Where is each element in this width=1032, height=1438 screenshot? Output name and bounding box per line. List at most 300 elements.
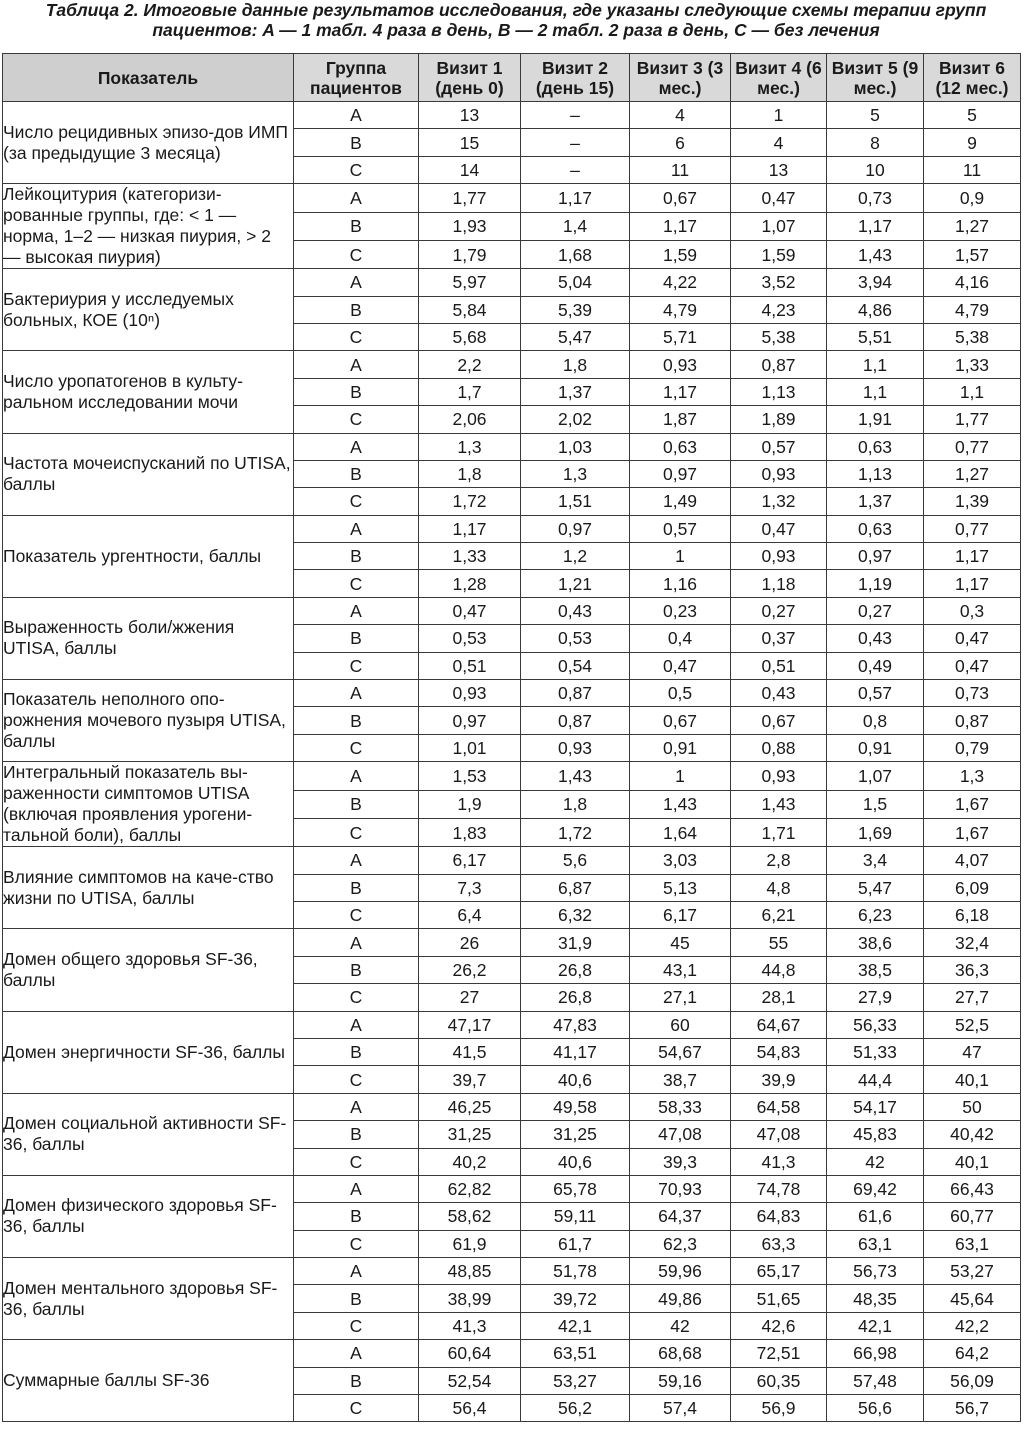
value-cell: 0,5 xyxy=(630,680,731,707)
indicator-cell: Домен физического здоровья SF-36, баллы xyxy=(3,1175,294,1257)
value-cell: 64,67 xyxy=(731,1011,827,1038)
value-cell: 0,54 xyxy=(521,652,630,679)
indicator-cell: Суммарные баллы SF-36 xyxy=(3,1340,294,1422)
value-cell: 0,73 xyxy=(924,680,1021,707)
value-cell: 1,16 xyxy=(630,570,731,597)
group-cell: C xyxy=(294,1312,419,1339)
caption-line-1: Таблица 2. Итоговые данные результатов исследования, где указаны следующие схемы терапии групп xyxy=(45,0,987,20)
value-cell: 63,51 xyxy=(521,1340,630,1367)
value-cell: 51,78 xyxy=(521,1258,630,1285)
value-cell: 74,78 xyxy=(731,1175,827,1202)
value-cell: 62,3 xyxy=(630,1230,731,1257)
value-cell: 1,03 xyxy=(521,433,630,460)
column-header: Визит 4 (6 мес.) xyxy=(731,54,827,102)
group-cell: B xyxy=(294,543,419,570)
value-cell: 1,1 xyxy=(827,378,924,405)
value-cell: 48,85 xyxy=(419,1258,521,1285)
value-cell: 38,99 xyxy=(419,1285,521,1312)
group-cell: B xyxy=(294,296,419,323)
value-cell: 1,83 xyxy=(419,818,521,846)
value-cell: 1,17 xyxy=(924,570,1021,597)
value-cell: 0,47 xyxy=(731,184,827,212)
value-cell: 1 xyxy=(630,762,731,790)
value-cell: 1,87 xyxy=(630,406,731,433)
value-cell: 47,83 xyxy=(521,1011,630,1038)
value-cell: 26,8 xyxy=(521,984,630,1011)
value-cell: 3,03 xyxy=(630,847,731,874)
group-cell: B xyxy=(294,625,419,652)
value-cell: 58,62 xyxy=(419,1203,521,1230)
value-cell: 1,49 xyxy=(630,488,731,515)
group-cell: C xyxy=(294,901,419,928)
group-cell: A xyxy=(294,762,419,790)
value-cell: 5,6 xyxy=(521,847,630,874)
indicator-cell: Число рецидивных эпизо-дов ИМП (за предыдущие 3 месяца) xyxy=(3,102,294,184)
value-cell: 0,63 xyxy=(827,515,924,542)
value-cell: 5,84 xyxy=(419,296,521,323)
group-cell: C xyxy=(294,1230,419,1257)
indicator-cell: Бактериурия у исследуемых больных, КОЕ (10ⁿ) xyxy=(3,269,294,351)
group-cell: A xyxy=(294,1011,419,1038)
value-cell: 1,59 xyxy=(630,240,731,268)
value-cell: 47,08 xyxy=(731,1121,827,1148)
value-cell: 1,8 xyxy=(419,460,521,487)
value-cell: 1,3 xyxy=(924,762,1021,790)
column-header: Группа пациентов xyxy=(294,54,419,102)
group-cell: B xyxy=(294,956,419,983)
value-cell: 56,6 xyxy=(827,1395,924,1422)
value-cell: 0,4 xyxy=(630,625,731,652)
value-cell: 6,32 xyxy=(521,901,630,928)
value-cell: 6,87 xyxy=(521,874,630,901)
group-cell: C xyxy=(294,406,419,433)
table-row xyxy=(3,680,1021,707)
value-cell: 56,7 xyxy=(924,1395,1021,1422)
value-cell: 5 xyxy=(827,102,924,129)
column-header: Визит 6 (12 мес.) xyxy=(924,54,1021,102)
value-cell: 1,17 xyxy=(924,543,1021,570)
value-cell: 0,37 xyxy=(731,625,827,652)
group-cell: B xyxy=(294,707,419,734)
value-cell: 1 xyxy=(630,543,731,570)
group-cell: C xyxy=(294,1395,419,1422)
table-row xyxy=(3,1011,1021,1038)
indicator-cell: Показатель неполного опо-рожнения мочевого пузыря UTISA, баллы xyxy=(3,680,294,762)
group-cell: B xyxy=(294,460,419,487)
group-cell: B xyxy=(294,1367,419,1394)
group-cell: A xyxy=(294,1175,419,1202)
group-cell: B xyxy=(294,1203,419,1230)
group-cell: A xyxy=(294,597,419,624)
value-cell: 1,17 xyxy=(630,378,731,405)
column-header: Показатель xyxy=(3,54,294,102)
value-cell: – xyxy=(521,102,630,129)
value-cell: 1,67 xyxy=(924,790,1021,818)
value-cell: 42,1 xyxy=(521,1312,630,1339)
value-cell: 65,17 xyxy=(731,1258,827,1285)
value-cell: 0,93 xyxy=(630,351,731,378)
value-cell: 49,86 xyxy=(630,1285,731,1312)
column-header: Визит 1 (день 0) xyxy=(419,54,521,102)
value-cell: 1,1 xyxy=(924,378,1021,405)
value-cell: 0,47 xyxy=(924,652,1021,679)
results-table xyxy=(2,53,1021,1422)
value-cell: – xyxy=(521,156,630,183)
value-cell: 27,1 xyxy=(630,984,731,1011)
value-cell: 57,4 xyxy=(630,1395,731,1422)
group-cell: B xyxy=(294,1121,419,1148)
value-cell: 40,2 xyxy=(419,1148,521,1175)
table-row xyxy=(3,1093,1021,1120)
value-cell: 39,3 xyxy=(630,1148,731,1175)
value-cell: 1,77 xyxy=(924,406,1021,433)
indicator-cell: Интегральный показатель вы-раженности симптомов UTISA (включая проявления урогени-тальной боли), баллы xyxy=(3,762,294,847)
value-cell: 40,42 xyxy=(924,1121,1021,1148)
value-cell: 0,67 xyxy=(630,707,731,734)
value-cell: 11 xyxy=(630,156,731,183)
group-cell: B xyxy=(294,378,419,405)
value-cell: 1,37 xyxy=(827,488,924,515)
value-cell: 0,27 xyxy=(827,597,924,624)
value-cell: 40,6 xyxy=(521,1148,630,1175)
value-cell: 6,09 xyxy=(924,874,1021,901)
value-cell: 5,68 xyxy=(419,323,521,350)
value-cell: 1,72 xyxy=(521,818,630,846)
value-cell: 40,1 xyxy=(924,1066,1021,1093)
value-cell: 61,7 xyxy=(521,1230,630,1257)
table-row xyxy=(3,762,1021,790)
value-cell: 27,7 xyxy=(924,984,1021,1011)
table-row xyxy=(3,1258,1021,1285)
value-cell: 4,79 xyxy=(630,296,731,323)
value-cell: 1,68 xyxy=(521,240,630,268)
value-cell: 47,08 xyxy=(630,1121,731,1148)
table-row xyxy=(3,847,1021,874)
value-cell: 52,5 xyxy=(924,1011,1021,1038)
value-cell: 58,33 xyxy=(630,1093,731,1120)
value-cell: 0,57 xyxy=(731,433,827,460)
value-cell: 2,02 xyxy=(521,406,630,433)
value-cell: – xyxy=(521,129,630,156)
table-row xyxy=(3,184,1021,212)
value-cell: 0,93 xyxy=(419,680,521,707)
value-cell: 66,98 xyxy=(827,1340,924,1367)
value-cell: 15 xyxy=(419,129,521,156)
value-cell: 2,06 xyxy=(419,406,521,433)
value-cell: 0,88 xyxy=(731,734,827,761)
value-cell: 0,97 xyxy=(630,460,731,487)
value-cell: 4 xyxy=(630,102,731,129)
value-cell: 6,17 xyxy=(419,847,521,874)
value-cell: 60 xyxy=(630,1011,731,1038)
value-cell: 1,7 xyxy=(419,378,521,405)
value-cell: 8 xyxy=(827,129,924,156)
value-cell: 0,63 xyxy=(630,433,731,460)
value-cell: 42 xyxy=(630,1312,731,1339)
value-cell: 56,2 xyxy=(521,1395,630,1422)
value-cell: 55 xyxy=(731,929,827,956)
value-cell: 5,97 xyxy=(419,269,521,296)
value-cell: 0,77 xyxy=(924,515,1021,542)
value-cell: 70,93 xyxy=(630,1175,731,1202)
group-cell: A xyxy=(294,269,419,296)
value-cell: 64,83 xyxy=(731,1203,827,1230)
group-cell: A xyxy=(294,184,419,212)
value-cell: 36,3 xyxy=(924,956,1021,983)
value-cell: 39,7 xyxy=(419,1066,521,1093)
group-cell: A xyxy=(294,680,419,707)
value-cell: 3,52 xyxy=(731,269,827,296)
value-cell: 38,5 xyxy=(827,956,924,983)
value-cell: 27,9 xyxy=(827,984,924,1011)
value-cell: 1,8 xyxy=(521,790,630,818)
value-cell: 51,65 xyxy=(731,1285,827,1312)
value-cell: 0,47 xyxy=(630,652,731,679)
value-cell: 41,17 xyxy=(521,1038,630,1065)
indicator-cell: Частота мочеиспусканий по UTISA, баллы xyxy=(3,433,294,515)
value-cell: 4,16 xyxy=(924,269,1021,296)
value-cell: 60,35 xyxy=(731,1367,827,1394)
value-cell: 63,3 xyxy=(731,1230,827,1257)
value-cell: 5,47 xyxy=(827,874,924,901)
indicator-cell: Выраженность боли/жжения UTISA, баллы xyxy=(3,597,294,679)
value-cell: 10 xyxy=(827,156,924,183)
value-cell: 64,37 xyxy=(630,1203,731,1230)
value-cell: 6 xyxy=(630,129,731,156)
value-cell: 0,27 xyxy=(731,597,827,624)
value-cell: 53,27 xyxy=(521,1367,630,1394)
group-cell: B xyxy=(294,129,419,156)
value-cell: 0,57 xyxy=(827,680,924,707)
value-cell: 0,3 xyxy=(924,597,1021,624)
value-cell: 1,9 xyxy=(419,790,521,818)
value-cell: 1,17 xyxy=(630,212,731,240)
value-cell: 1,19 xyxy=(827,570,924,597)
value-cell: 0,43 xyxy=(827,625,924,652)
value-cell: 41,3 xyxy=(731,1148,827,1175)
value-cell: 5,39 xyxy=(521,296,630,323)
group-cell: B xyxy=(294,874,419,901)
value-cell: 46,25 xyxy=(419,1093,521,1120)
value-cell: 0,87 xyxy=(521,680,630,707)
value-cell: 6,23 xyxy=(827,901,924,928)
value-cell: 5,51 xyxy=(827,323,924,350)
value-cell: 11 xyxy=(924,156,1021,183)
value-cell: 1,53 xyxy=(419,762,521,790)
value-cell: 44,8 xyxy=(731,956,827,983)
value-cell: 64,2 xyxy=(924,1340,1021,1367)
value-cell: 5,13 xyxy=(630,874,731,901)
group-cell: A xyxy=(294,847,419,874)
value-cell: 49,58 xyxy=(521,1093,630,1120)
value-cell: 6,17 xyxy=(630,901,731,928)
value-cell: 0,87 xyxy=(924,707,1021,734)
value-cell: 4,8 xyxy=(731,874,827,901)
group-cell: C xyxy=(294,1066,419,1093)
value-cell: 1,07 xyxy=(731,212,827,240)
value-cell: 1,17 xyxy=(521,184,630,212)
value-cell: 0,49 xyxy=(827,652,924,679)
group-cell: C xyxy=(294,323,419,350)
value-cell: 56,9 xyxy=(731,1395,827,1422)
group-cell: B xyxy=(294,1038,419,1065)
value-cell: 1,89 xyxy=(731,406,827,433)
table-row xyxy=(3,1340,1021,1367)
value-cell: 48,35 xyxy=(827,1285,924,1312)
value-cell: 42,2 xyxy=(924,1312,1021,1339)
value-cell: 44,4 xyxy=(827,1066,924,1093)
value-cell: 1,1 xyxy=(827,351,924,378)
value-cell: 1,43 xyxy=(827,240,924,268)
value-cell: 1,07 xyxy=(827,762,924,790)
value-cell: 1,33 xyxy=(419,543,521,570)
value-cell: 0,43 xyxy=(521,597,630,624)
value-cell: 1,59 xyxy=(731,240,827,268)
value-cell: 0,73 xyxy=(827,184,924,212)
value-cell: 26 xyxy=(419,929,521,956)
value-cell: 1,5 xyxy=(827,790,924,818)
value-cell: 43,1 xyxy=(630,956,731,983)
value-cell: 1,21 xyxy=(521,570,630,597)
value-cell: 5,38 xyxy=(924,323,1021,350)
value-cell: 54,17 xyxy=(827,1093,924,1120)
value-cell: 45 xyxy=(630,929,731,956)
value-cell: 59,11 xyxy=(521,1203,630,1230)
value-cell: 3,94 xyxy=(827,269,924,296)
table-body xyxy=(3,102,1021,1422)
value-cell: 4 xyxy=(731,129,827,156)
group-cell: C xyxy=(294,156,419,183)
indicator-cell: Число уропатогенов в культу-ральном исследовании мочи xyxy=(3,351,294,433)
value-cell: 1,33 xyxy=(924,351,1021,378)
value-cell: 61,9 xyxy=(419,1230,521,1257)
value-cell: 4,22 xyxy=(630,269,731,296)
indicator-cell: Лейкоцитурия (категоризи-рованные группы, где: < 1 — норма, 1–2 — низкая пиурия, > 2 — высокая пиурия) xyxy=(3,184,294,269)
value-cell: 0,8 xyxy=(827,707,924,734)
value-cell: 1,43 xyxy=(521,762,630,790)
group-cell: B xyxy=(294,212,419,240)
value-cell: 1,79 xyxy=(419,240,521,268)
value-cell: 1,64 xyxy=(630,818,731,846)
value-cell: 1,71 xyxy=(731,818,827,846)
value-cell: 52,54 xyxy=(419,1367,521,1394)
value-cell: 31,9 xyxy=(521,929,630,956)
value-cell: 57,48 xyxy=(827,1367,924,1394)
table-row xyxy=(3,1175,1021,1202)
value-cell: 32,4 xyxy=(924,929,1021,956)
value-cell: 1,43 xyxy=(731,790,827,818)
value-cell: 5 xyxy=(924,102,1021,129)
value-cell: 63,1 xyxy=(827,1230,924,1257)
value-cell: 51,33 xyxy=(827,1038,924,1065)
column-header: Визит 5 (9 мес.) xyxy=(827,54,924,102)
value-cell: 41,5 xyxy=(419,1038,521,1065)
value-cell: 5,47 xyxy=(521,323,630,350)
indicator-cell: Домен энергичности SF-36, баллы xyxy=(3,1011,294,1093)
value-cell: 1,39 xyxy=(924,488,1021,515)
value-cell: 1,13 xyxy=(731,378,827,405)
group-cell: A xyxy=(294,515,419,542)
value-cell: 14 xyxy=(419,156,521,183)
value-cell: 0,63 xyxy=(827,433,924,460)
value-cell: 45,83 xyxy=(827,1121,924,1148)
value-cell: 42 xyxy=(827,1148,924,1175)
value-cell: 13 xyxy=(731,156,827,183)
value-cell: 38,7 xyxy=(630,1066,731,1093)
value-cell: 0,47 xyxy=(924,625,1021,652)
value-cell: 6,4 xyxy=(419,901,521,928)
value-cell: 39,9 xyxy=(731,1066,827,1093)
value-cell: 5,71 xyxy=(630,323,731,350)
value-cell: 0,43 xyxy=(731,680,827,707)
value-cell: 0,67 xyxy=(630,184,731,212)
value-cell: 3,4 xyxy=(827,847,924,874)
value-cell: 1,2 xyxy=(521,543,630,570)
value-cell: 6,21 xyxy=(731,901,827,928)
value-cell: 72,51 xyxy=(731,1340,827,1367)
value-cell: 1,72 xyxy=(419,488,521,515)
value-cell: 1,93 xyxy=(419,212,521,240)
value-cell: 0,87 xyxy=(521,707,630,734)
value-cell: 0,47 xyxy=(419,597,521,624)
value-cell: 68,68 xyxy=(630,1340,731,1367)
column-header: Визит 3 (3 мес.) xyxy=(630,54,731,102)
value-cell: 4,07 xyxy=(924,847,1021,874)
value-cell: 1,01 xyxy=(419,734,521,761)
value-cell: 47,17 xyxy=(419,1011,521,1038)
caption-line-2: пациентов: A — 1 табл. 4 раза в день, B — 2 табл. 2 раза в день, C — без лечения xyxy=(152,20,880,40)
indicator-cell: Показатель ургентности, баллы xyxy=(3,515,294,597)
value-cell: 6,18 xyxy=(924,901,1021,928)
value-cell: 0,9 xyxy=(924,184,1021,212)
value-cell: 1,67 xyxy=(924,818,1021,846)
group-cell: A xyxy=(294,351,419,378)
table-row xyxy=(3,102,1021,129)
group-cell: C xyxy=(294,1148,419,1175)
value-cell: 66,43 xyxy=(924,1175,1021,1202)
value-cell: 1,57 xyxy=(924,240,1021,268)
value-cell: 41,3 xyxy=(419,1312,521,1339)
value-cell: 28,1 xyxy=(731,984,827,1011)
value-cell: 0,79 xyxy=(924,734,1021,761)
table-caption xyxy=(0,0,1032,40)
value-cell: 0,93 xyxy=(731,460,827,487)
group-cell: C xyxy=(294,240,419,268)
value-cell: 1,4 xyxy=(521,212,630,240)
value-cell: 42,1 xyxy=(827,1312,924,1339)
value-cell: 0,97 xyxy=(419,707,521,734)
value-cell: 0,51 xyxy=(419,652,521,679)
value-cell: 59,96 xyxy=(630,1258,731,1285)
value-cell: 1,37 xyxy=(521,378,630,405)
value-cell: 45,64 xyxy=(924,1285,1021,1312)
value-cell: 60,77 xyxy=(924,1203,1021,1230)
value-cell: 1,28 xyxy=(419,570,521,597)
value-cell: 0,91 xyxy=(630,734,731,761)
value-cell: 31,25 xyxy=(419,1121,521,1148)
value-cell: 50 xyxy=(924,1093,1021,1120)
value-cell: 1,77 xyxy=(419,184,521,212)
value-cell: 0,67 xyxy=(731,707,827,734)
value-cell: 0,93 xyxy=(521,734,630,761)
group-cell: A xyxy=(294,433,419,460)
value-cell: 39,72 xyxy=(521,1285,630,1312)
value-cell: 56,33 xyxy=(827,1011,924,1038)
group-cell: B xyxy=(294,1285,419,1312)
group-cell: C xyxy=(294,818,419,846)
table-row xyxy=(3,351,1021,378)
value-cell: 31,25 xyxy=(521,1121,630,1148)
